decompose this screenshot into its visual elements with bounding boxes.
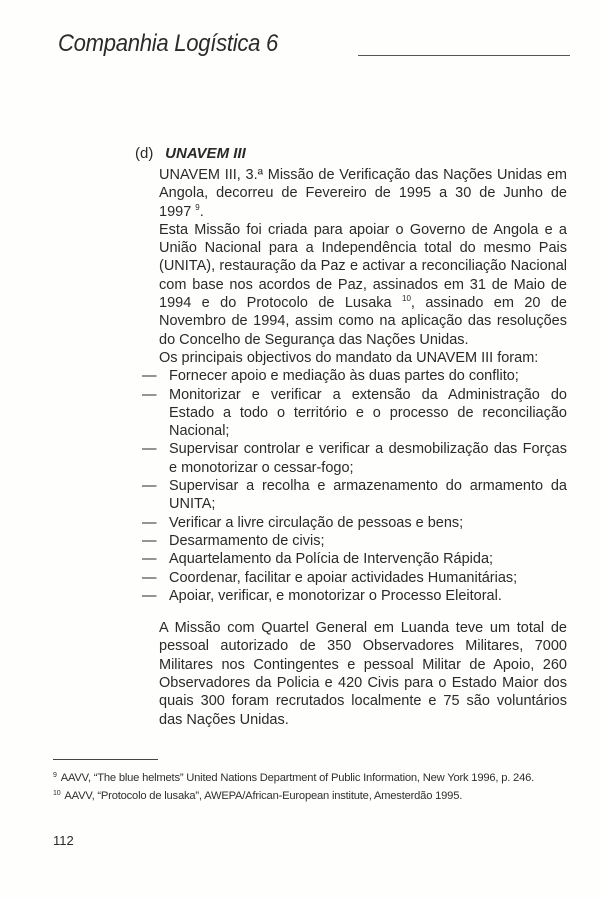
paragraph-purpose <box>159 221 567 349</box>
dash-bullet: — <box>142 587 157 604</box>
footnote-text: AAVV, “Protocolo de lusaka”, AWEPA/African-European institute, Amesterdão 1995. <box>64 790 463 802</box>
objective-item <box>142 440 567 477</box>
dash-bullet: — <box>142 386 157 403</box>
objective-text: Aquartelamento da Polícia de Intervenção Rápida; <box>169 551 494 568</box>
objective-text: Supervisar a recolha e armazenamento do armamento da UNITA; <box>169 478 567 513</box>
section-heading-block <box>135 144 575 164</box>
objective-text: Supervisar controlar e verificar a desmobilização das Forças e monotorizar o cessar-fogo; <box>169 441 567 476</box>
objective-item <box>142 477 567 514</box>
dash-bullet: — <box>142 478 157 495</box>
objective-item <box>142 532 567 550</box>
footnote-text: AAVV, “The blue helmets” United Nations Department of Public Information, New York 1996, p. 246. <box>60 772 535 784</box>
objective-text: Verificar a livre circulação de pessoas e bens; <box>169 514 464 531</box>
paragraph-intro-text: UNAVEM III, 3.ª Missão de Verificação das Nações Unidas em Angola, decorreu de Fevereiro de 1995 a 30 de Junho de 1997 <box>159 167 567 220</box>
page-number: 112 <box>53 833 74 848</box>
body-text <box>142 166 568 729</box>
footnote-9 <box>53 768 573 786</box>
objective-item <box>142 386 567 441</box>
objectives-intro: Os principais objectivos do mandato da UNAVEM III foram: <box>159 349 539 366</box>
running-title: Companhia Logística 6 <box>58 30 279 57</box>
paragraph-purpose-text: Esta Missão foi criada para apoiar o Governo de Angola e a União Nacional para a Independência total do mesmo Pais (UNITA), restauração da Paz e activar a reconciliação Nacional com base nos acordos de Paz, assinados em 31 de Maio de 1994 e do Protocolo de Lusaka <box>159 221 567 312</box>
paragraph-staff: A Missão com Quartel General em Luanda teve um total de pessoal autorizado de 350 Observadores Militares, 7000 Militares nos Contingentes e pessoal Militar de Apoio, 260 Observadores da Policia e 420 Civis para o Estado Maior dos quais 300 foram recrutados localmente e 75 são voluntários das Nações Unidas. <box>159 620 567 728</box>
footnote-number: 10 <box>53 790 61 797</box>
footnote-rule <box>53 759 158 760</box>
objective-text: Monitorizar e verificar a extensão da Administração do Estado a todo o território e o processo de reconciliação Nacional; <box>169 386 567 440</box>
objective-item <box>142 569 567 587</box>
paragraph-intro-end: . <box>199 203 204 220</box>
footnote-10 <box>53 786 573 804</box>
dash-bullet: — <box>142 441 157 458</box>
page-header <box>58 30 578 66</box>
paragraph-purpose-end: , assinado em 20 de Novembro de 1994, assim como na aplicação das resoluções do Concelho de Segurança das Nações Unidas. <box>159 295 568 348</box>
dash-bullet: — <box>142 569 157 586</box>
objective-item <box>142 367 567 385</box>
objective-text: Apoiar, verificar, e monotorizar o Processo Eleitoral. <box>169 587 502 604</box>
dash-bullet: — <box>142 551 157 568</box>
section-title: UNAVEM III <box>165 145 246 162</box>
section-marker: (d) <box>135 145 154 162</box>
objective-text: Fornecer apoio e mediação às duas partes do conflito; <box>169 368 519 385</box>
objective-item <box>142 514 567 532</box>
objective-item <box>142 550 567 568</box>
paragraph-intro <box>159 166 567 221</box>
footnote-number: 9 <box>53 772 57 779</box>
section-heading <box>135 144 575 164</box>
paragraph-gap <box>159 605 567 619</box>
objective-text: Desarmamento de civis; <box>169 532 325 549</box>
header-rule <box>358 55 570 56</box>
objective-text: Coordenar, facilitar e apoiar actividades Humanitárias; <box>169 569 518 586</box>
dash-bullet: — <box>142 368 157 385</box>
objectives-list <box>142 367 567 605</box>
footnote-ref-9: 9 <box>195 202 200 212</box>
footnote-ref-10: 10 <box>402 294 411 304</box>
objective-item <box>142 587 567 605</box>
dash-bullet: — <box>142 532 157 549</box>
footnotes <box>53 768 573 804</box>
dash-bullet: — <box>142 514 157 531</box>
